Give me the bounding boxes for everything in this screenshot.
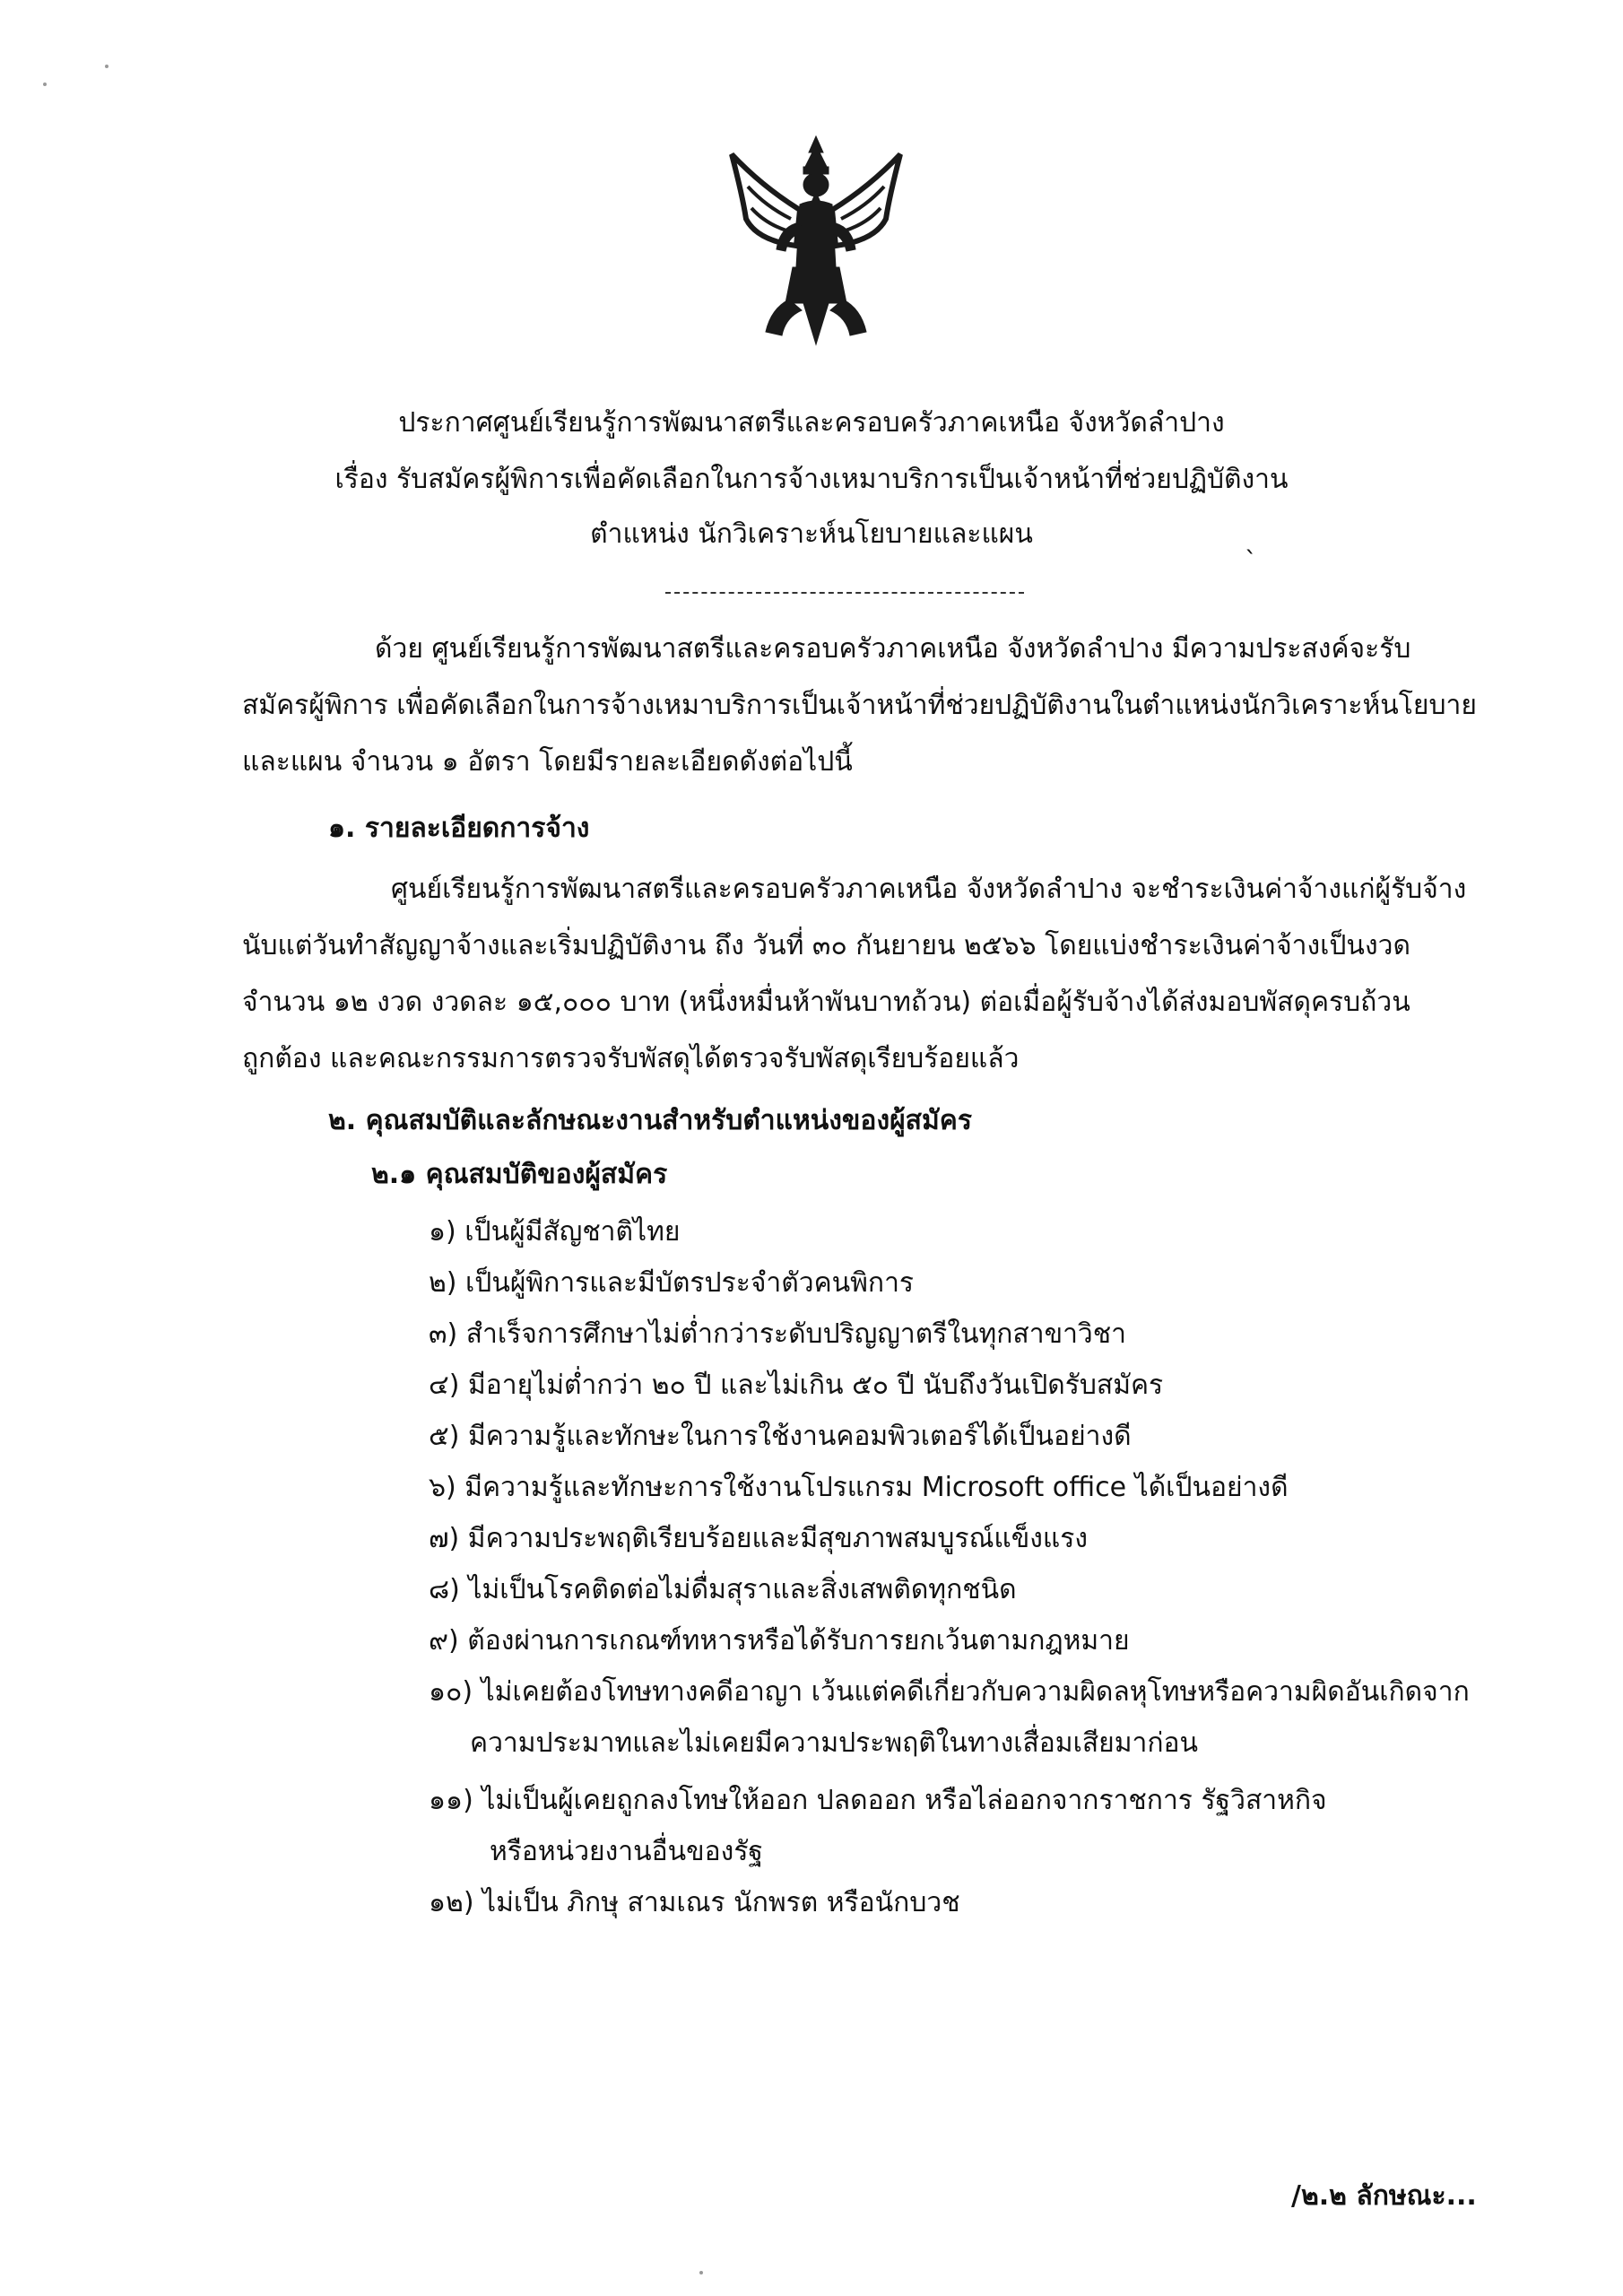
section-1-line-1: ศูนย์เรียนรู้การพัฒนาสตรีและครอบครัวภาคเหนือ จังหวัดลำปาง จะชำระเงินค่าจ้างแก่ผู้รับจ้าง: [391, 874, 1467, 905]
stray-mark: ˎ: [1245, 525, 1257, 554]
qualification-item: ๖) มีความรู้และทักษะการใช้งานโปรแกรม Microsoft office ได้เป็นอย่างดี: [429, 1472, 1289, 1503]
scan-speck: [105, 65, 108, 68]
section-2-1-heading: ๒.๑ คุณสมบัติของผู้สมัคร: [371, 1159, 668, 1190]
title-divider: [665, 592, 1024, 594]
intro-line-1: ด้วย ศูนย์เรียนรู้การพัฒนาสตรีและครอบครัวภาคเหนือ จังหวัดลำปาง มีความประสงค์จะรับ: [375, 633, 1411, 665]
section-1-line-2: นับแต่วันทำสัญญาจ้างและเริ่มปฏิบัติงาน ถึง วันที่ ๓๐ กันยายน ๒๕๖๖ โดยแบ่งชำระเงินค่าจ้างเป็นงวด: [242, 930, 1410, 961]
announcement-subject: เรื่อง รับสมัครผู้พิการเพื่อคัดเลือกในการจ้างเหมาบริการเป็นเจ้าหน้าที่ช่วยปฏิบัติงาน: [334, 464, 1289, 495]
section-1-line-3: จำนวน ๑๒ งวด งวดละ ๑๕,๐๐๐ บาท (หนึ่งหมื่นห้าพันบาทถ้วน) ต่อเมื่อผู้รับจ้างได้ส่งมอบพัสดุครบถ้วน: [242, 987, 1410, 1018]
qualification-item: ๙) ต้องผ่านการเกณฑ์ทหารหรือได้รับการยกเว้นตามกฎหมาย: [429, 1625, 1130, 1657]
qualification-item: ๑๐) ไม่เคยต้องโทษทางคดีอาญา เว้นแต่คดีเกี่ยวกับความผิดลหุโทษหรือความผิดอันเกิดจาก: [429, 1676, 1470, 1708]
qualification-item: ๓) สำเร็จการศึกษาไม่ต่ำกว่าระดับปริญญาตรีในทุกสาขาวิชา: [429, 1318, 1126, 1350]
qualification-item: ๑) เป็นผู้มีสัญชาติไทย: [429, 1216, 681, 1248]
qualification-item-continuation: หรือหน่วยงานอื่นของรัฐ: [490, 1836, 763, 1867]
section-1-heading: ๑. รายละเอียดการจ้าง: [328, 813, 590, 844]
page-continuation: /๒.๒ ลักษณะ...: [1291, 2180, 1477, 2212]
section-1-line-4: ถูกต้อง และคณะกรรมการตรวจรับพัสดุได้ตรวจรับพัสดุเรียบร้อยแล้ว: [242, 1043, 1020, 1074]
scan-speck: [43, 83, 47, 86]
garuda-emblem-icon: [726, 133, 906, 348]
section-2-heading: ๒. คุณสมบัติและลักษณะงานสำหรับตำแหน่งของผู้สมัคร: [328, 1105, 972, 1136]
scan-speck: [699, 2271, 703, 2274]
qualification-item: ๑๒) ไม่เป็น ภิกษุ สามเณร นักพรต หรือนักบวช: [429, 1887, 960, 1918]
intro-line-2: สมัครผู้พิการ เพื่อคัดเลือกในการจ้างเหมาบริการเป็นเจ้าหน้าที่ช่วยปฏิบัติงานในตำแหน่งนักวิเคราะห์นโยบาย: [242, 690, 1477, 721]
announcement-position: ตำแหน่ง นักวิเคราะห์นโยบายและแผน: [590, 518, 1033, 550]
qualification-item: ๕) มีความรู้และทักษะในการใช้งานคอมพิวเตอร์ได้เป็นอย่างดี: [429, 1421, 1132, 1452]
announcement-title: ประกาศศูนย์เรียนรู้การพัฒนาสตรีและครอบครัวภาคเหนือ จังหวัดลำปาง: [398, 407, 1225, 439]
qualification-item: ๗) มีความประพฤติเรียบร้อยและมีสุขภาพสมบูรณ์แข็งแรง: [429, 1523, 1088, 1554]
qualification-item: ๑๑) ไม่เป็นผู้เคยถูกลงโทษให้ออก ปลดออก หรือไล่ออกจากราชการ รัฐวิสาหกิจ: [429, 1785, 1327, 1816]
qualification-item: ๒) เป็นผู้พิการและมีบัตรประจำตัวคนพิการ: [429, 1267, 915, 1299]
qualification-item: ๔) มีอายุไม่ต่ำกว่า ๒๐ ปี และไม่เกิน ๕๐ ปี นับถึงวันเปิดรับสมัคร: [429, 1370, 1164, 1401]
qualification-item: ๘) ไม่เป็นโรคติดต่อไม่ดื่มสุราและสิ่งเสพติดทุกชนิด: [429, 1574, 1017, 1605]
intro-line-3: และแผน จำนวน ๑ อัตรา โดยมีรายละเอียดดังต่อไปนี้: [242, 746, 853, 778]
qualification-item-continuation: ความประมาทและไม่เคยมีความประพฤติในทางเสื่อมเสียมาก่อน: [470, 1727, 1199, 1759]
